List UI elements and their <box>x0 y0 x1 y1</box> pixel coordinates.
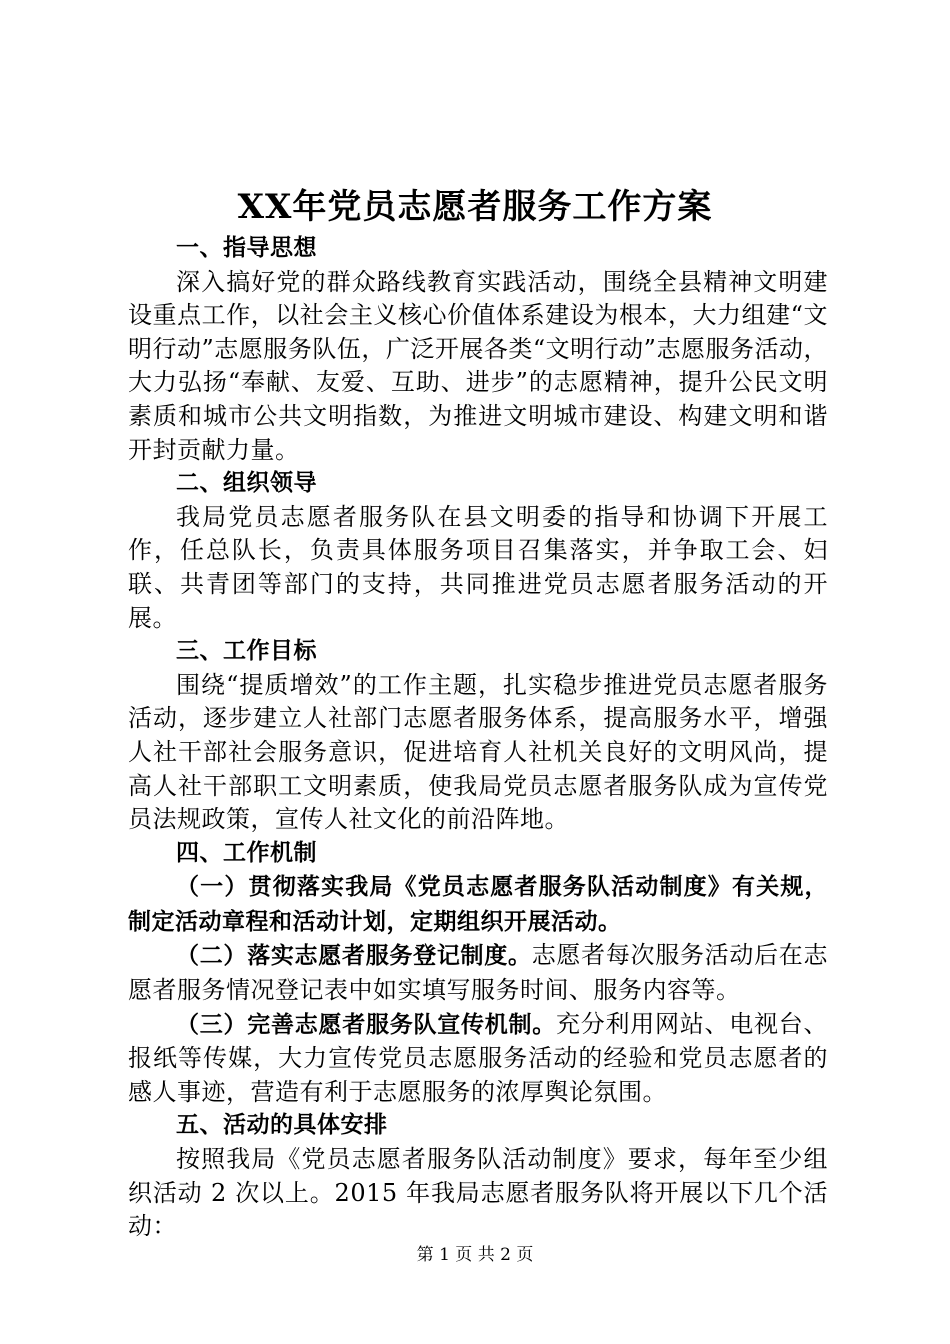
section-heading-3: 三、工作目标 <box>176 638 317 665</box>
section-heading-5: 五、活动的具体安排 <box>176 1112 388 1139</box>
section-paragraph-1: 深入搞好党的群众路线教育实践活动，围绕全县精神文明建设重点工作，以社会主义核心价值体系建设为根本，大力组建“文明行动”志愿服务队伍，广泛开展各类“文明行动”志愿服务活动，大力弘扬“奉献、友爱、互助、进步”的志愿精神，提升公民文明素质和城市公共文明指数，为推进文明城市建设、构建文明和谐开封贡献力量。 <box>128 267 828 464</box>
mechanism-item-1 <box>128 870 828 939</box>
mechanism-item-2-bold: （二）落实志愿者服务登记制度。 <box>176 943 532 970</box>
mechanism-item-2 <box>128 939 828 1007</box>
page-footer: 第 1 页 共 2 页 <box>416 1245 534 1265</box>
section-paragraph-2: 我局党员志愿者服务队在县文明委的指导和协调下开展工作，任总队长，负责具体服务项目召集落实，并争取工会、妇联、共青团等部门的支持，共同推进党员志愿者服务活动的开展。 <box>128 502 828 632</box>
section-paragraph-5: 按照我局《党员志愿者服务队活动制度》要求，每年至少组织活动 2 次以上。2015 年我局志愿者服务队将开展以下几个活动： <box>128 1145 828 1241</box>
mechanism-item-3 <box>128 1008 828 1110</box>
section-heading-4: 四、工作机制 <box>176 839 317 866</box>
document-title: XX年党员志愿者服务工作方案 <box>237 187 713 227</box>
document-body <box>128 232 828 1244</box>
section-paragraph-3: 围绕“提质增效”的工作主题，扎实稳步推进党员志愿者服务活动，逐步建立人社部门志愿者服务体系，提高服务水平，增强人社干部社会服务意识，促进培育人社机关良好的文明风尚，提高人社干部职工文明素质，使我局党员志愿者服务队成为宣传党员法规政策，宣传人社文化的前沿阵地。 <box>128 670 828 834</box>
mechanism-item-3-bold: （三）完善志愿者服务队宣传机制。 <box>176 1011 556 1038</box>
section-heading-1: 一、指导思想 <box>176 235 317 261</box>
mechanism-item-3-text: 充分利用网站、电视台、报纸等传媒，大力宣传党员志愿服务活动的经验和党员志愿者的感人事迹，营造有利于志愿服务的浓厚舆论氛围。 <box>128 1009 828 1106</box>
section-heading-2: 二、组织领导 <box>176 470 317 497</box>
mechanism-item-1-bold: （一）贯彻落实我局《党员志愿者服务队活动制度》有关规，制定活动章程和活动计划，定期组织开展活动。 <box>128 874 828 935</box>
mechanism-item-2-text: 志愿者每次服务活动后在志愿者服务情况登记表中如实填写服务时间、服务内容等。 <box>128 941 829 1005</box>
